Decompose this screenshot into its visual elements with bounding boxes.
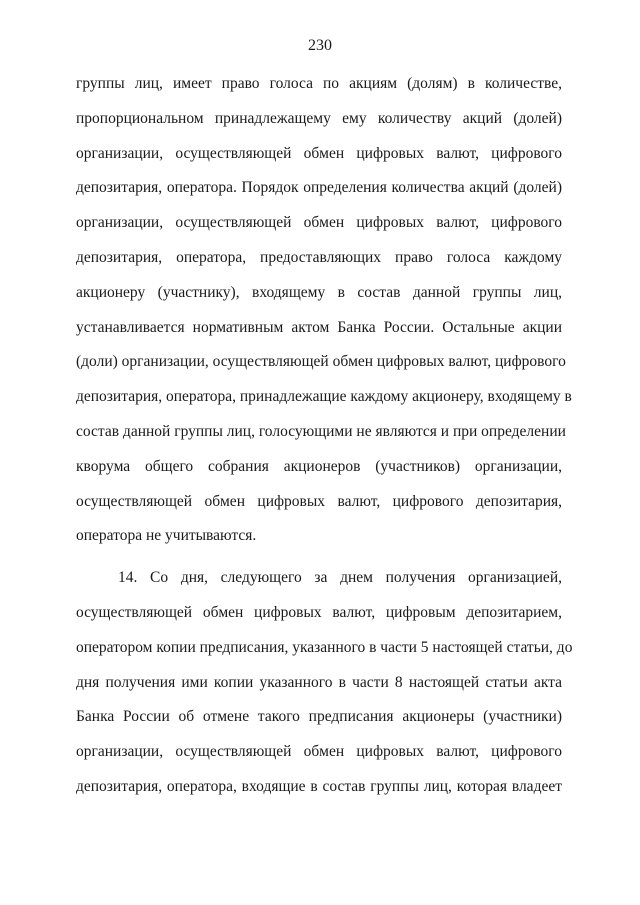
text-line: осуществляющей обмен цифровых валют, цифровым депозитарием, — [76, 603, 562, 621]
text-line: Банка России об отмене такого предписания акционеры (участники) — [76, 708, 562, 726]
text-line-last: оператора не учитываются. — [76, 527, 257, 545]
page-number: 230 — [308, 37, 332, 54]
text-line: дня получения ими копии указанного в части 8 настоящей статьи акта — [76, 673, 562, 691]
document-body — [76, 67, 573, 805]
text-line-first: 14. Со дня, следующего за днем получения организацией, — [118, 569, 562, 587]
text-line: депозитария, оператора, входящие в состав группы лиц, которая владеет — [76, 777, 562, 795]
text-line: кворума общего собрания акционеров (участников) организации, — [76, 457, 562, 475]
text-line: (доли) организации, осуществляющей обмен цифровых валют, цифрового — [76, 353, 566, 371]
text-line: состав данной группы лиц, голосующими не являются и при определении — [76, 422, 566, 440]
text-line: организации, осуществляющей обмен цифровых валют, цифрового — [76, 144, 562, 162]
text-line: устанавливается нормативным актом Банка России. Остальные акции — [76, 318, 562, 336]
text-line: организации, осуществляющей обмен цифровых валют, цифрового — [76, 743, 562, 761]
text-line: акционеру (участнику), входящему в состав данной группы лиц, — [76, 283, 562, 301]
paragraph-gap — [76, 554, 562, 561]
text-line: депозитария, оператора. Порядок определения количества акций (долей) — [76, 179, 562, 197]
text-line: организации, осуществляющей обмен цифровых валют, цифрового — [76, 214, 562, 232]
text-line: депозитария, оператора, предоставляющих право голоса каждому — [76, 248, 562, 266]
text-line: пропорциональном принадлежащему ему количеству акций (долей) — [76, 109, 562, 127]
text-line: депозитария, оператора, принадлежащие каждому акционеру, входящему в — [76, 388, 572, 406]
paragraph-1 — [76, 67, 572, 554]
text-line: осуществляющей обмен цифровых валют, цифрового депозитария, — [76, 492, 562, 510]
text-line: оператором копии предписания, указанного в части 5 настоящей статьи, до — [76, 638, 573, 656]
text-line: группы лиц, имеет право голоса по акциям (долям) в количестве, — [76, 75, 562, 92]
paragraph-2 — [76, 561, 573, 805]
